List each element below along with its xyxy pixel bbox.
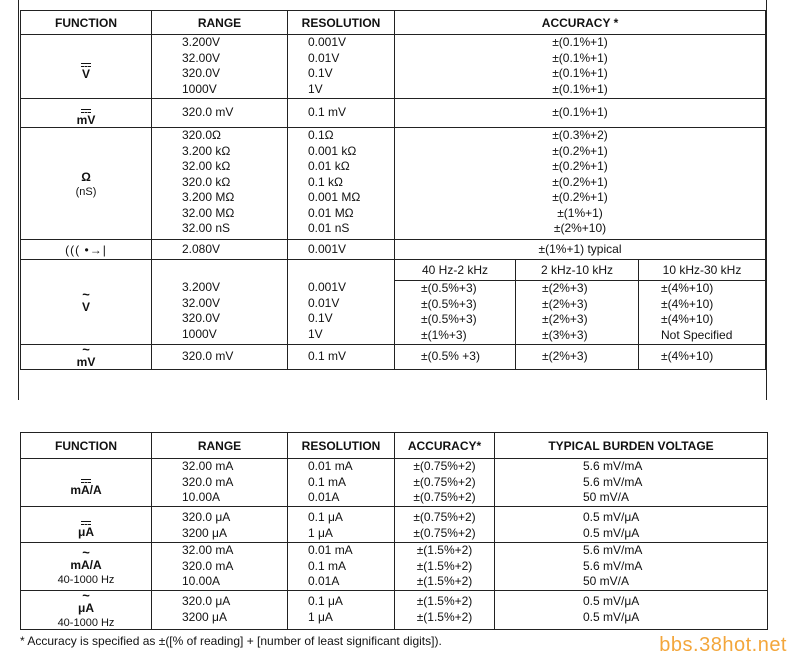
dc-millivolts-function	[21, 99, 152, 128]
range-value: 2.080V	[182, 241, 221, 256]
header-accuracy: ACCURACY *	[395, 11, 766, 35]
accuracy-value: Not Specified	[661, 327, 733, 342]
accuracy-value: ±(2%+3)	[542, 349, 588, 364]
ac-millivolts-function	[21, 342, 152, 370]
dc-milliamps-resolutions	[288, 459, 395, 507]
frame-right-border	[766, 0, 767, 400]
accuracy-value: ±(2%+3)	[542, 312, 588, 326]
dc-microamps-accuracy	[395, 507, 495, 543]
ac-microamps-burden	[495, 591, 768, 630]
range-value: 32.00 nS	[182, 221, 231, 235]
accuracy-value: ±(0.2%+1)	[552, 190, 608, 204]
dc-milliamps-symbol: mA/A	[70, 482, 102, 497]
accuracy-value: ±(0.2%+1)	[552, 174, 608, 189]
frame-left-border	[18, 0, 19, 400]
accuracy-value: ±(0.1%+1)	[552, 66, 608, 80]
accuracy-value: ±(3%+3)	[542, 327, 588, 342]
range-value: 320.0 mA	[182, 558, 234, 573]
dc-volts-ranges	[152, 35, 288, 99]
watermark: bbs.38hot.net	[659, 634, 787, 656]
ac-milliamps-ranges	[152, 543, 288, 591]
burden-value: 0.5 mV/μA	[583, 594, 640, 608]
diode-beeper-icon: ((( •→|	[65, 242, 107, 257]
dc-volts-accuracy	[395, 35, 766, 99]
burden-value: 5.6 mV/mA	[583, 474, 643, 489]
dc-volts-resolutions	[288, 35, 395, 99]
resolution-value: 0.01 mA	[308, 459, 353, 473]
ac-volts-function	[21, 260, 152, 345]
burden-value: 5.6 mV/mA	[583, 543, 643, 557]
dc-millivolts-row	[21, 99, 766, 128]
resolution-value: 0.01 MΩ	[308, 205, 354, 220]
ac-wave-icon: ~	[82, 544, 90, 560]
ac-microamps-resolutions	[288, 591, 395, 630]
ohms-ranges	[152, 128, 288, 240]
dc-volts-row	[21, 35, 766, 99]
range-value: 32.00V	[182, 50, 221, 65]
accuracy-value: ±(1%+1)	[557, 205, 603, 220]
resolution-value: 1V	[308, 326, 323, 341]
ac-millivolts-row	[21, 345, 766, 370]
range-value: 3200 μA	[182, 525, 227, 540]
resolution-value: 0.001 MΩ	[308, 190, 361, 204]
ohms-row	[21, 128, 766, 240]
accuracy-value: ±(0.1%+1)	[552, 35, 608, 49]
header-burden-voltage: TYPICAL BURDEN VOLTAGE	[495, 433, 768, 459]
burden-value: 5.6 mV/mA	[583, 459, 643, 473]
resolution-value: 1 μA	[308, 525, 333, 540]
range-value: 1000V	[182, 81, 217, 96]
accuracy-value: ±(1.5%+2)	[416, 543, 473, 557]
accuracy-value: ±(0.1%+1)	[552, 105, 608, 120]
header-function: FUNCTION	[21, 433, 152, 459]
ac-volts-acc-high	[639, 281, 766, 345]
ac-millivolts-symbol: mV	[76, 355, 96, 369]
header-range: RANGE	[152, 11, 288, 35]
range-value: 32.00 mA	[182, 543, 234, 557]
burden-value: 0.5 mV/μA	[583, 510, 640, 524]
dc-microamps-symbol: μA	[77, 524, 94, 539]
accuracy-value: ±(0.1%+1)	[552, 50, 608, 65]
dc-microamps-ranges	[152, 507, 288, 543]
frequency-range-label: 40-1000 Hz	[57, 617, 115, 629]
range-value: 3.200V	[182, 35, 221, 49]
ac-volts-freq-header-row	[21, 260, 766, 281]
dc-milliamps-burden	[495, 459, 768, 507]
ac-volts-resolutions	[288, 260, 395, 345]
ac-wave-icon: ~	[82, 588, 90, 603]
accuracy-value: ±(0.2%+1)	[552, 159, 608, 173]
range-value: 320.0 μA	[182, 594, 231, 608]
resolution-value: 0.1 μA	[308, 510, 343, 524]
ohms-function	[21, 128, 152, 240]
diode-continuity-function	[21, 240, 152, 260]
range-value: 320.0 mA	[182, 474, 234, 489]
freq-header-high: 10 kHz-30 kHz	[639, 260, 766, 281]
accuracy-value: ±(0.5% +3)	[421, 349, 480, 364]
header-range: RANGE	[152, 433, 288, 459]
dc-milliamps-function	[21, 459, 152, 507]
ac-milliamps-symbol: mA/A	[70, 557, 102, 572]
ac-milliamps-row	[21, 543, 768, 591]
range-value: 320.0V	[182, 311, 221, 325]
nanosiemens-label: (nS)	[75, 185, 97, 198]
accuracy-value: ±(0.75%+2)	[413, 490, 476, 504]
range-value: 320.0Ω	[182, 128, 221, 142]
resolution-value: 0.1 mA	[308, 558, 347, 573]
accuracy-footnote: * Accuracy is specified as ±([% of reading] + [number of least significant digits]).	[20, 634, 442, 648]
dc-milliamps-accuracy	[395, 459, 495, 507]
header-resolution: RESOLUTION	[288, 11, 395, 35]
accuracy-value: ±(4%+10)	[661, 312, 714, 326]
header-function: FUNCTION	[21, 11, 152, 35]
dc-symbol-icon	[81, 479, 91, 480]
dc-volts-symbol: V	[81, 66, 90, 81]
ac-milliamps-burden	[495, 543, 768, 591]
range-value: 32.00 kΩ	[182, 159, 231, 173]
ac-microamps-symbol: μA	[77, 601, 94, 615]
accuracy-value: ±(0.75%+2)	[413, 459, 476, 473]
resolution-value: 0.1 mA	[308, 474, 347, 489]
dc-millivolts-symbol: mV	[76, 113, 96, 127]
resolution-value: 0.1V	[308, 311, 333, 325]
accuracy-value: ±(2%+10)	[553, 221, 607, 235]
range-value: 3.200V	[182, 280, 221, 294]
dc-symbol-icon	[81, 63, 91, 64]
burden-value: 50 mV/A	[583, 490, 630, 504]
accuracy-value: ±(0.75%+2)	[413, 525, 476, 540]
ac-milliamps-resolutions	[288, 543, 395, 591]
ac-microamps-function	[21, 588, 152, 630]
range-value: 320.0 mV	[182, 349, 234, 364]
ac-milliamps-accuracy	[395, 543, 495, 591]
range-value: 1000V	[182, 326, 217, 341]
range-value: 320.0 kΩ	[182, 174, 231, 189]
ac-volts-symbol: V	[81, 300, 90, 314]
accuracy-value: ±(0.1%+1)	[552, 81, 608, 96]
accuracy-value: ±(1.5%+2)	[416, 594, 473, 608]
burden-value: 5.6 mV/mA	[583, 558, 643, 573]
ac-milliamps-function	[21, 543, 152, 591]
resolution-value: 0.1V	[308, 66, 333, 80]
accuracy-value: ±(0.75%+2)	[413, 510, 476, 524]
range-value: 3.200 MΩ	[182, 190, 235, 204]
ac-wave-icon: ~	[82, 342, 90, 357]
ohms-accuracy	[395, 128, 766, 240]
resolution-value: 1V	[308, 81, 323, 96]
resolution-value: 0.1 μA	[308, 594, 343, 608]
dc-volts-function	[21, 35, 152, 99]
ac-volts-acc-mid	[516, 281, 639, 345]
accuracy-value: ±(4%+10)	[661, 281, 714, 295]
ac-microamps-accuracy	[395, 591, 495, 630]
header-accuracy: ACCURACY*	[395, 433, 495, 459]
accuracy-value: ±(0.5%+3)	[421, 296, 477, 311]
resolution-value: 0.1Ω	[308, 128, 334, 142]
accuracy-value: ±(4%+10)	[661, 296, 714, 311]
resolution-value: 0.1 mV	[308, 105, 347, 120]
accuracy-value: ±(0.5%+3)	[421, 281, 477, 295]
accuracy-value: ±(0.3%+2)	[552, 128, 608, 142]
range-value: 10.00A	[182, 490, 221, 504]
resolution-value: 0.1 kΩ	[308, 174, 343, 189]
resolution-value: 0.001V	[308, 35, 347, 49]
freq-header-low: 40 Hz-2 kHz	[395, 260, 516, 281]
ac-microamps-row	[21, 591, 768, 630]
range-value: 10.00A	[182, 574, 221, 588]
resolution-value: 1 μA	[308, 609, 333, 624]
dc-microamps-resolutions	[288, 507, 395, 543]
accuracy-value: ±(1%+1) typical	[538, 241, 622, 256]
dc-milliamps-row	[21, 459, 768, 507]
ac-volts-acc-low	[395, 281, 516, 345]
ohms-resolutions	[288, 128, 395, 240]
voltage-resistance-spec-table	[20, 10, 766, 370]
accuracy-value: ±(1.5%+2)	[416, 609, 473, 624]
dc-microamps-row	[21, 507, 768, 543]
resolution-value: 0.01 mA	[308, 543, 353, 557]
header-resolution: RESOLUTION	[288, 433, 395, 459]
accuracy-value: ±(2%+3)	[542, 296, 588, 311]
resolution-value: 0.001V	[308, 280, 347, 294]
ac-microamps-ranges	[152, 591, 288, 630]
resolution-value: 0.01V	[308, 295, 340, 310]
frequency-range-label: 40-1000 Hz	[57, 573, 115, 586]
ac-volts-ranges	[152, 260, 288, 345]
accuracy-value: ±(1%+3)	[421, 327, 467, 342]
resolution-value: 0.01 kΩ	[308, 159, 350, 173]
accuracy-value: ±(1.5%+2)	[416, 574, 473, 588]
resolution-value: 0.001V	[308, 241, 347, 256]
range-value: 32.00V	[182, 295, 221, 310]
burden-value: 0.5 mV/μA	[583, 525, 640, 540]
burden-value: 50 mV/A	[583, 574, 630, 588]
ac-wave-icon: ~	[82, 287, 90, 302]
dc-symbol-icon	[81, 521, 91, 522]
dc-microamps-function	[21, 507, 152, 543]
accuracy-value: ±(0.75%+2)	[413, 474, 476, 489]
range-value: 320.0 mV	[182, 105, 234, 120]
dc-symbol-icon	[81, 109, 91, 110]
range-value: 32.00 mA	[182, 459, 234, 473]
resolution-value: 0.01A	[308, 490, 340, 504]
accuracy-value: ±(4%+10)	[661, 349, 714, 364]
accuracy-value: ±(0.5%+3)	[421, 312, 477, 326]
range-value: 3200 μA	[182, 609, 227, 624]
diode-continuity-row	[21, 240, 766, 260]
range-value: 3.200 kΩ	[182, 143, 231, 158]
resolution-value: 0.01V	[308, 50, 340, 65]
range-value: 320.0V	[182, 66, 221, 80]
current-spec-table	[20, 432, 768, 630]
resolution-value: 0.1 mV	[308, 349, 347, 364]
range-value: 32.00 MΩ	[182, 205, 235, 220]
accuracy-value: ±(0.2%+1)	[552, 143, 608, 158]
freq-header-mid: 2 kHz-10 kHz	[516, 260, 639, 281]
dc-microamps-burden	[495, 507, 768, 543]
ohm-symbol-icon: Ω	[81, 169, 91, 184]
burden-value: 0.5 mV/μA	[583, 609, 640, 624]
resolution-value: 0.001 kΩ	[308, 143, 357, 158]
resolution-value: 0.01 nS	[308, 221, 350, 235]
resolution-value: 0.01A	[308, 574, 340, 588]
dc-milliamps-ranges	[152, 459, 288, 507]
accuracy-value: ±(2%+3)	[542, 281, 588, 295]
accuracy-value: ±(1.5%+2)	[416, 558, 473, 573]
range-value: 320.0 μA	[182, 510, 231, 524]
